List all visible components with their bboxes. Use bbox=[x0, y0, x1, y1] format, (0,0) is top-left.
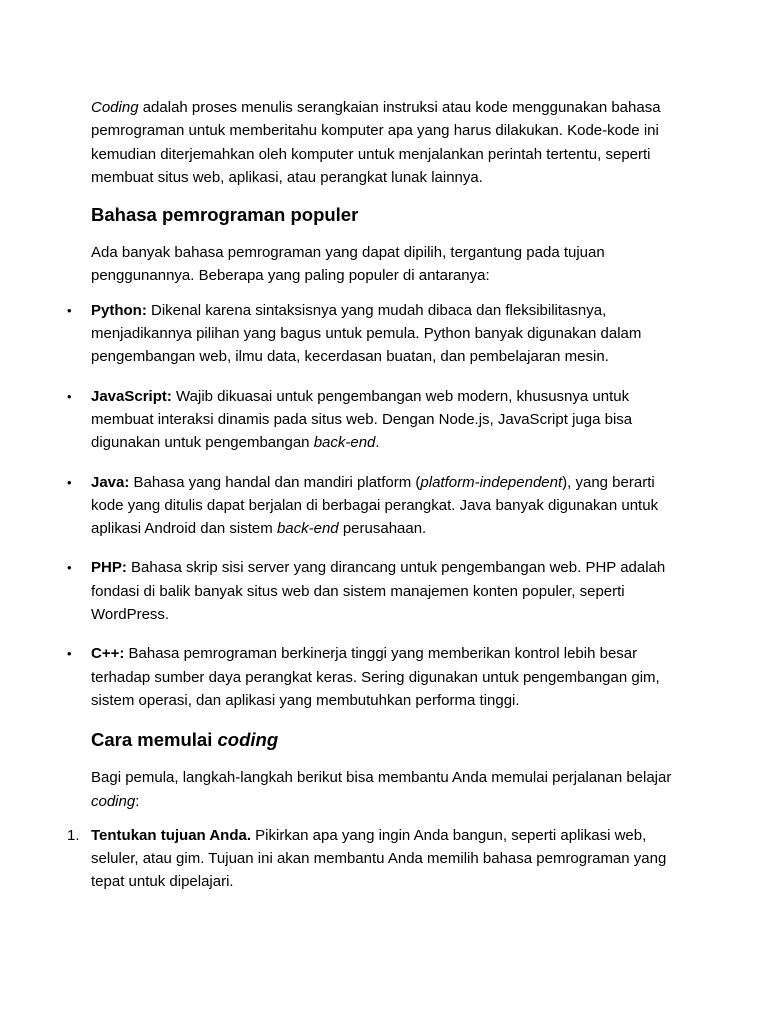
step-text: Pikirkan apa yang ingin Anda bangun, seperti aplikasi web, seluler, atau gim. Tujuan ini akan membantu Anda memilih bahasa pemrograman yang tepat untuk dipelajari. bbox=[91, 826, 667, 891]
item-text: Bahasa skrip sisi server yang dirancang untuk pengembangan web. PHP adalah fondasi di balik banyak situs web dan sistem manajemen konten populer, seperti WordPress. bbox=[91, 559, 666, 624]
list-item-cpp bbox=[67, 642, 681, 712]
section1-intro: Ada banyak bahasa pemrograman yang dapat dipilih, tergantung pada tujuan penggunannya. Beberapa yang paling populer di antaranya: bbox=[91, 244, 605, 285]
heading-italic: coding bbox=[217, 729, 279, 751]
bullet-icon: • bbox=[67, 302, 72, 318]
item-text: Dikenal karena sintaksisnya yang mudah dibaca dan fleksibilitasnya, menjadikannya pilihan yang bagus untuk pemula. Python banyak digunakan dalam pengembangan web, ilmu data, kecerdasan buatan, dan pembelajaran mesin. bbox=[91, 301, 642, 366]
item-text-end: perusahaan. bbox=[338, 520, 427, 538]
intro-text-b: : bbox=[135, 792, 140, 810]
item-name: Python: bbox=[91, 301, 147, 319]
section-heading-getting-started bbox=[91, 728, 681, 752]
section-heading-popular-languages: Bahasa pemrograman populer bbox=[91, 204, 359, 226]
intro-text-a: Bagi pemula, langkah-langkah berikut bisa membantu Anda memulai perjalanan belajar bbox=[91, 769, 672, 787]
list-item-php bbox=[67, 556, 681, 626]
step-item-1 bbox=[67, 824, 681, 894]
item-text-end: . bbox=[375, 434, 380, 452]
item-italic: platform-independent bbox=[420, 473, 563, 491]
item-text: Wajib dikuasai untuk pengembangan web modern, khususnya untuk membuat interaksi dinamis pada situs web. Dengan Node.js, JavaScript juga bisa digunakan untuk pengembangan bbox=[91, 387, 633, 452]
item-text: Bahasa yang handal dan mandiri platform ( bbox=[129, 473, 421, 491]
bullet-icon: • bbox=[67, 474, 72, 490]
item-italic-2: back-end bbox=[276, 520, 339, 538]
step-title: Tentukan tujuan Anda. bbox=[91, 826, 251, 844]
list-item-python bbox=[67, 299, 681, 369]
heading-plain: Cara memulai bbox=[91, 729, 218, 751]
steps-list bbox=[67, 824, 681, 894]
step-number: 1. bbox=[67, 826, 80, 844]
list-item-javascript bbox=[67, 385, 681, 455]
intro-paragraph bbox=[91, 96, 681, 189]
list-item-java bbox=[67, 471, 681, 541]
item-name: PHP: bbox=[91, 559, 127, 577]
item-text: Bahasa pemrograman berkinerja tinggi yang memberikan kontrol lebih besar terhadap sumber daya perangkat keras. Sering digunakan untuk pengembangan gim, sistem operasi, dan aplikasi yang membutuhkan performa tinggi. bbox=[91, 645, 660, 709]
intro-term: Coding bbox=[91, 99, 139, 116]
intro-italic: coding bbox=[91, 792, 136, 810]
item-name: Java: bbox=[91, 473, 130, 491]
bullet-icon: • bbox=[67, 646, 72, 662]
item-italic: back-end bbox=[313, 434, 376, 452]
bullet-icon: • bbox=[67, 388, 72, 404]
document-content bbox=[67, 96, 681, 894]
item-name: C++: bbox=[91, 645, 125, 663]
bullet-icon: • bbox=[67, 560, 72, 576]
item-text-mid: ), yang berarti kode yang ditulis dapat berjalan di berbagai perangkat. Java banyak digunakan untuk aplikasi Android dan sistem bbox=[91, 473, 659, 538]
intro-text: adalah proses menulis serangkaian instruksi atau kode menggunakan bahasa pemrograman untuk memberitahu komputer apa yang harus dilakukan. Kode-kode ini kemudian diterjemahkan oleh komputer untuk menjalankan perintah tertentu, seperti membuat situs web, aplikasi, atau perangkat lunak lainnya. bbox=[91, 99, 661, 186]
section2-intro bbox=[91, 766, 681, 813]
language-list bbox=[67, 299, 681, 712]
item-name: JavaScript: bbox=[91, 387, 172, 405]
